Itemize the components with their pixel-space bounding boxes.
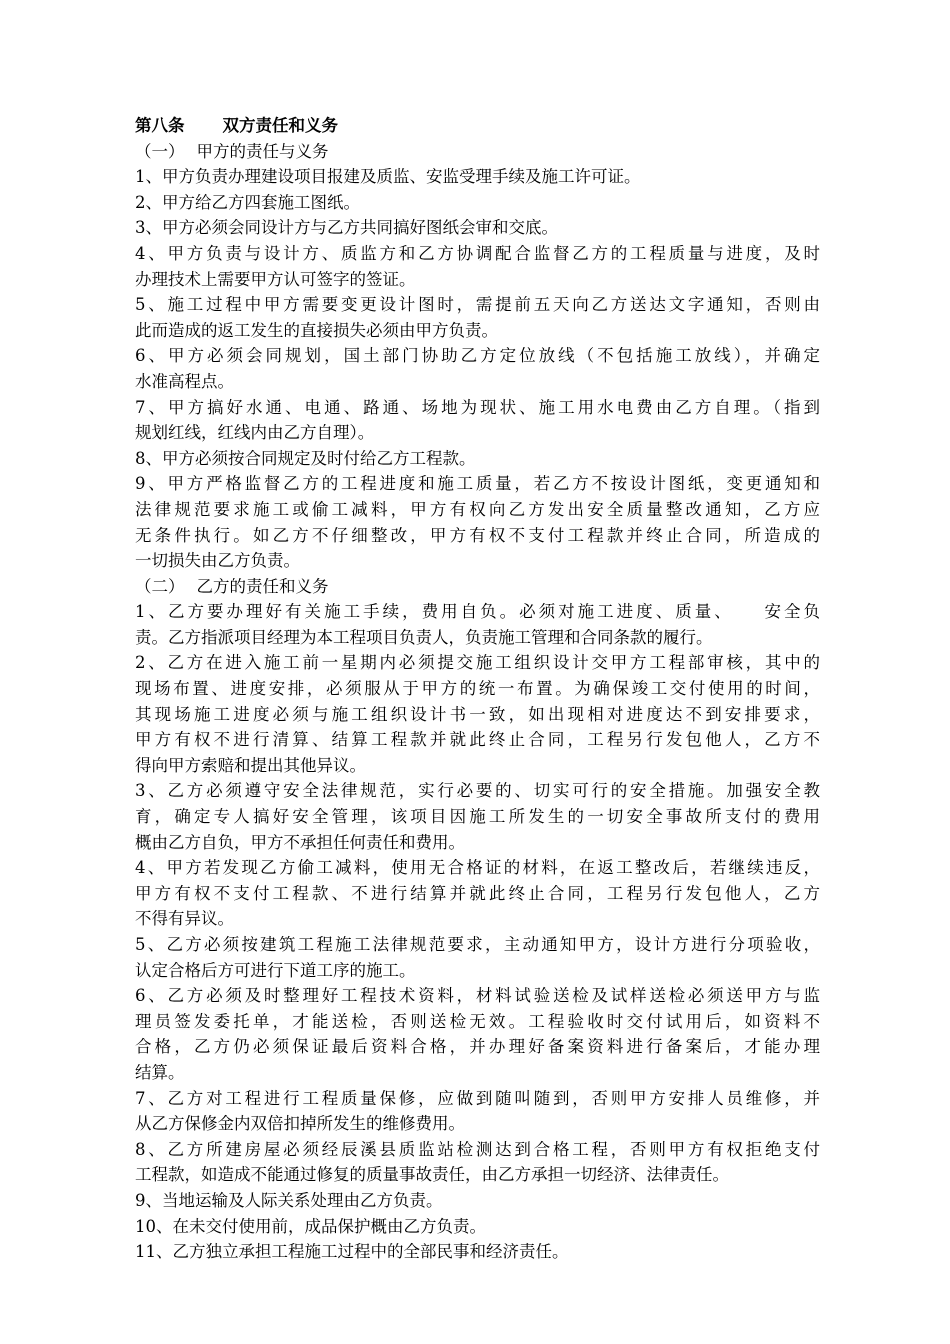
text-line: 育，确定专人搞好安全管理，该项目因施工所发生的一切安全事故所支付的费用 [135,807,820,827]
text-line: 9、当地运输及人际关系处理由乙方负责。 [135,1190,443,1210]
section-party-a [135,139,820,574]
section-party-b [135,574,820,1265]
text-line: 1、甲方负责办理建设项目报建及质监、安监受理手续及施工许可证。 [135,167,641,187]
article-title: 双方责任和义务 [222,116,338,135]
text-line: 不得有异议。 [135,909,234,929]
text-line: 工程款，如造成不能通过修复的质量事故责任，由乙方承担一切经济、法律责任。 [135,1165,729,1185]
text-line: 3、乙方必须遵守安全法律规范，实行必要的、切实可行的安全措施。加强安全教 [135,781,820,801]
text-line: 理员签发委托单，才能送检，否则送检无效。工程验收时交付试用后，如资料不 [135,1011,820,1031]
text-line: 1、乙方要办理好有关施工手续，费用自负。必须对施工进度、质量、 安全负 [135,602,820,622]
text-line: 现场布置、进度安排，必须服从于甲方的统一布置。为确保竣工交付使用的时间， [135,679,820,699]
section-body [135,164,820,574]
text-line: 5、施工过程中甲方需要变更设计图时，需提前五天向乙方送达文字通知，否则由 [135,295,820,315]
text-line: 规划红线，红线内由乙方自理）。 [135,423,375,443]
text-line: 2、乙方在进入施工前一星期内必须提交施工组织设计交甲方工程部审核，其中的 [135,653,820,673]
text-line: 合格，乙方仍必须保证最后资料合格，并办理好备案资料进行备案后，才能办理 [135,1037,820,1057]
article-number: 第八条 [135,116,185,135]
document-page [135,113,820,1265]
text-line: 法律规范要求施工或偷工减料，甲方有权向乙方发出安全质量整改通知，乙方应 [135,499,820,519]
section-heading: （一） 甲方的责任与义务 [135,141,329,161]
text-line: 8、甲方必须按合同规定及时付给乙方工程款。 [135,448,476,468]
text-line: 一切损失由乙方负责。 [135,551,300,571]
text-line: 水准高程点。 [135,371,234,391]
text-line: 5、乙方必须按建筑工程施工法律规范要求，主动通知甲方，设计方进行分项验收， [135,935,820,954]
text-line: 10、在未交付使用前，成品保护概由乙方负责。 [135,1216,486,1236]
article-heading [135,113,820,139]
text-line: 2、甲方给乙方四套施工图纸。 [135,192,360,212]
text-line: 责。乙方指派项目经理为本工程项目负责人，负责施工管理和合同条款的履行。 [135,627,713,647]
text-line: 无条件执行。如乙方不仔细整改，甲方有权不支付工程款并终止合同，所造成的 [135,525,820,545]
text-line: 4、甲方负责与设计方、质监方和乙方协调配合监督乙方的工程质量与进度，及时 [135,243,820,263]
text-line: 8、乙方所建房屋必须经辰溪县质监站检测达到合格工程，否则甲方有权拒绝支付 [135,1139,820,1159]
text-line: 概由乙方自负，甲方不承担任何责任和费用。 [135,832,465,852]
text-line: 甲方有权不支付工程款、不进行结算并就此终止合同，工程另行发包他人，乙方 [135,883,820,903]
text-line: 9、甲方严格监督乙方的工程进度和施工质量，若乙方不按设计图纸，变更通知和 [135,474,820,494]
text-line: 3、甲方必须会同设计方与乙方共同搞好图纸会审和交底。 [135,218,558,238]
text-line: 从乙方保修金内双倍扣掉所发生的维修费用。 [135,1114,465,1134]
text-line: 认定合格后方可进行下道工序的施工。 [135,960,416,980]
text-line: 此而造成的返工发生的直接损失必须由甲方负责。 [135,320,498,340]
text-line: 4、甲方若发现乙方偷工减料，使用无合格证的材料，在返工整改后，若继续违反， [135,858,820,878]
text-line: 6、乙方必须及时整理好工程技术资料，材料试验送检及试样送检必须送甲方与监 [135,986,820,1006]
text-line: 7、乙方对工程进行工程质量保修，应做到随叫随到，否则甲方安排人员维修，并 [135,1088,820,1108]
section-heading: （二） 乙方的责任和义务 [135,576,329,596]
text-line: 6、甲方必须会同规划，国土部门协助乙方定位放线（不包括施工放线），并确定 [135,346,820,366]
text-line: 其现场施工进度必须与施工组织设计书一致，如出现相对进度达不到安排要求， [135,704,820,724]
text-line: 办理技术上需要甲方认可签字的签证。 [135,269,416,289]
section-body [135,599,820,1264]
text-line: 甲方有权不进行清算、结算工程款并就此终止合同，工程另行发包他人，乙方不 [135,730,820,750]
text-line: 得向甲方索赔和提出其他异议。 [135,755,366,775]
text-line: 7、甲方搞好水通、电通、路通、场地为现状、施工用水电费由乙方自理。（指到 [135,397,820,417]
text-line: 结算。 [135,1062,185,1082]
text-line: 11、乙方独立承担工程施工过程中的全部民事和经济责任。 [135,1242,569,1262]
